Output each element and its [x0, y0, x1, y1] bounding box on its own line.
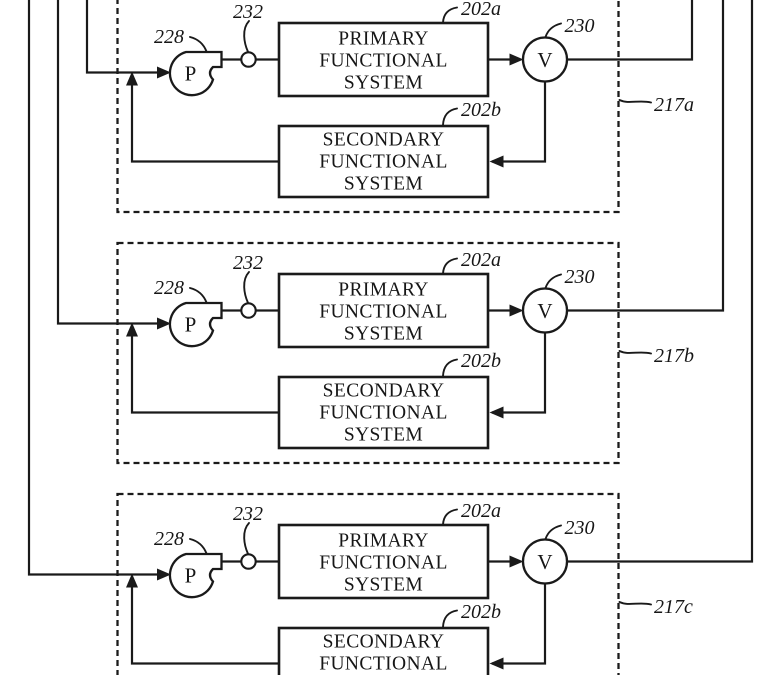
valve-ref-leader-line: [546, 526, 562, 540]
primary-system-label: PRIMARY: [338, 28, 429, 50]
valve-output-line: [564, 0, 752, 562]
module-ref-leader-line: [620, 351, 652, 354]
module-ref-label: 217b: [654, 345, 694, 367]
valve-ref-label: 230: [564, 15, 595, 37]
module-ref-label: 217a: [654, 94, 694, 116]
primary-system-label: PRIMARY: [338, 530, 429, 552]
pump-ref-leader-line: [190, 288, 207, 303]
secondary-ref-label: 202b: [461, 99, 501, 121]
primary-system-label: SYSTEM: [343, 574, 424, 596]
junction-ref-leader-line: [244, 21, 249, 52]
primary-system-label: FUNCTIONAL: [319, 50, 448, 72]
secondary-ref-leader-line: [443, 109, 457, 126]
secondary-system-label: SYSTEM: [343, 424, 424, 446]
secondary-inlet-arrowhead: [490, 658, 504, 670]
valve-to-secondary-line: [492, 82, 545, 162]
secondary-inlet-arrowhead: [490, 156, 504, 168]
secondary-system-label: SECONDARY: [322, 380, 445, 402]
junction-node-circle: [241, 52, 255, 66]
valve-label: V: [537, 48, 553, 72]
primary-ref-leader-line: [443, 510, 457, 525]
pump-ref-label: 228: [154, 26, 184, 48]
valve-ref-leader-line: [546, 275, 562, 289]
valve-label: V: [537, 550, 553, 574]
junction-ref-label: 232: [233, 503, 263, 525]
valve-ref-label: 230: [564, 266, 595, 288]
secondary-system-label: FUNCTIONAL: [319, 151, 448, 173]
secondary-return-line: [132, 84, 279, 162]
primary-system-label: FUNCTIONAL: [319, 552, 448, 574]
primary-system-label: SYSTEM: [343, 323, 424, 345]
valve-inlet-arrowhead: [510, 556, 524, 568]
secondary-system-label: SYSTEM: [343, 173, 424, 195]
valve-to-secondary-line: [492, 333, 545, 413]
valve-to-secondary-line: [492, 584, 545, 664]
module-ref-leader-line: [620, 602, 652, 605]
pump-ref-label: 228: [154, 277, 184, 299]
secondary-ref-label: 202b: [461, 601, 501, 623]
junction-ref-leader-line: [244, 272, 249, 303]
secondary-system-label: FUNCTIONAL: [319, 653, 448, 675]
secondary-return-line: [132, 335, 279, 413]
secondary-ref-leader-line: [443, 360, 457, 377]
primary-ref-label: 202a: [461, 0, 501, 20]
junction-ref-leader-line: [244, 523, 249, 554]
valve-ref-leader-line: [546, 24, 562, 38]
valve-ref-label: 230: [564, 517, 595, 539]
pump-ref-label: 228: [154, 528, 184, 550]
primary-system-label: FUNCTIONAL: [319, 301, 448, 323]
primary-ref-leader-line: [443, 8, 457, 23]
module-ref-label: 217c: [654, 596, 693, 618]
module-ref-leader-line: [620, 100, 652, 103]
secondary-system-label: SECONDARY: [322, 129, 445, 151]
secondary-return-line: [132, 586, 279, 664]
primary-ref-label: 202a: [461, 249, 501, 271]
pump-label: P: [184, 312, 197, 337]
secondary-inlet-arrowhead: [490, 407, 504, 419]
pump-ref-leader-line: [190, 37, 207, 52]
primary-system-label: PRIMARY: [338, 279, 429, 301]
junction-node-circle: [241, 303, 255, 317]
supply-feed-line: [87, 0, 159, 73]
valve-inlet-arrowhead: [510, 54, 524, 66]
secondary-ref-leader-line: [443, 611, 457, 628]
pump-label: P: [184, 61, 197, 86]
junction-ref-label: 232: [233, 252, 263, 274]
primary-ref-label: 202a: [461, 500, 501, 522]
valve-output-line: [564, 0, 723, 311]
junction-node-circle: [241, 554, 255, 568]
valve-inlet-arrowhead: [510, 305, 524, 317]
junction-ref-label: 232: [233, 1, 263, 23]
valve-label: V: [537, 299, 553, 323]
secondary-system-label: FUNCTIONAL: [319, 402, 448, 424]
secondary-system-label: SECONDARY: [322, 631, 445, 653]
pump-label: P: [184, 563, 197, 588]
pump-ref-leader-line: [190, 539, 207, 554]
secondary-ref-label: 202b: [461, 350, 501, 372]
primary-system-label: SYSTEM: [343, 72, 424, 94]
primary-ref-leader-line: [443, 259, 457, 274]
supply-feed-line: [29, 0, 159, 575]
